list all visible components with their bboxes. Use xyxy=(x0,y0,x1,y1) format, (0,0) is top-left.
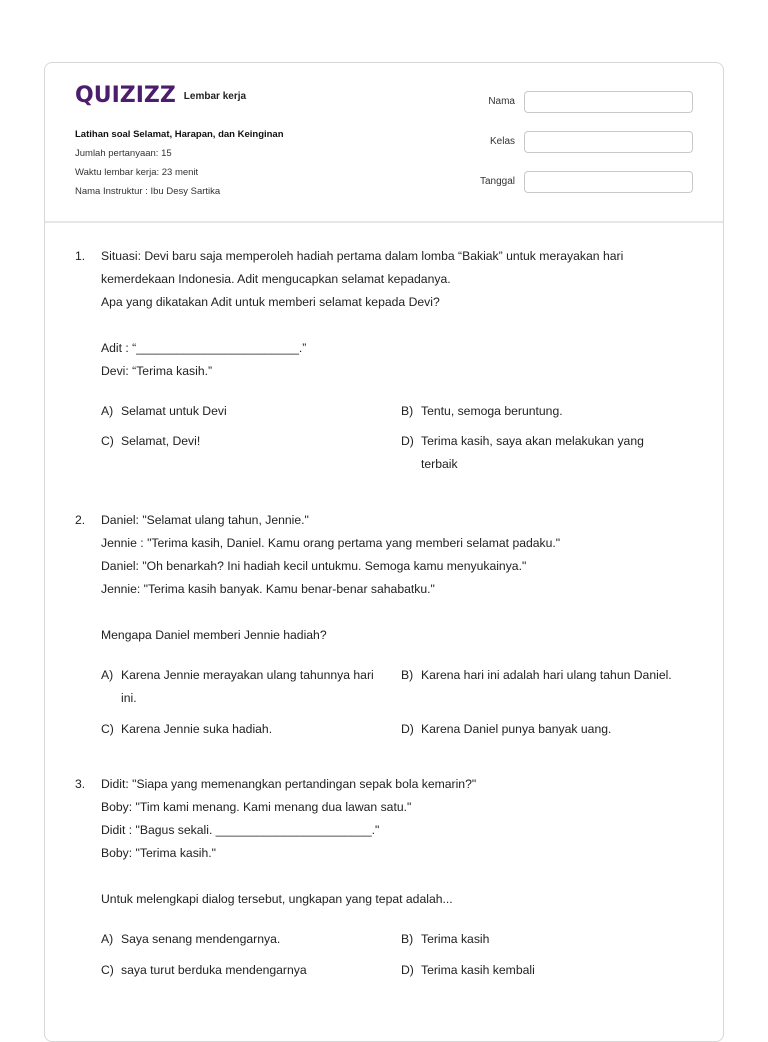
logo-subtitle: Lembar kerja xyxy=(183,91,247,102)
option-text: Selamat, Devi! xyxy=(121,434,201,448)
question-line: Jennie: "Terima kasih banyak. Kamu benar-benar sahabatku." xyxy=(101,582,435,596)
quizizz-logo xyxy=(75,83,246,108)
class-field[interactable] xyxy=(524,131,693,153)
option-letter: A) xyxy=(101,932,114,946)
option-text: saya turut berduka mendengarnya xyxy=(121,963,307,977)
question-line: Daniel: "Oh benarkah? Ini hadiah kecil untukmu. Semoga kamu menyukainya." xyxy=(101,559,527,573)
option-letter: A) xyxy=(101,404,114,418)
option-text: Terima kasih, saya akan melakukan yang terbaik xyxy=(421,434,644,471)
logo-wordmark: QUIZIZZ xyxy=(75,83,176,108)
option-text: Karena Jennie merayakan ulang tahunnya hari ini. xyxy=(121,668,374,705)
question-number: 3. xyxy=(75,777,86,791)
option-text: Terima kasih xyxy=(421,932,490,946)
option-letter: B) xyxy=(401,668,414,682)
question-number: 1. xyxy=(75,249,86,263)
option-text: Karena Jennie suka hadiah. xyxy=(121,722,273,736)
name-label: Nama xyxy=(488,96,515,107)
question-line: Apa yang dikatakan Adit untuk memberi selamat kepada Devi? xyxy=(101,295,440,309)
option-letter: B) xyxy=(401,932,414,946)
question-line: Didit : "Bagus sekali. _______________________." xyxy=(101,823,380,837)
option-letter: B) xyxy=(401,404,414,418)
option-text: Selamat untuk Devi xyxy=(121,404,227,418)
option-text: Tentu, semoga beruntung. xyxy=(421,404,563,418)
question-line: Boby: "Tim kami menang. Kami menang dua lawan satu." xyxy=(101,800,412,814)
date-label: Tanggal xyxy=(479,176,515,187)
worksheet xyxy=(44,62,724,1042)
question-1 xyxy=(75,245,695,475)
option-letter: D) xyxy=(401,963,414,977)
worksheet-time: Waktu lembar kerja: 23 menit xyxy=(75,167,199,178)
question-line: Jennie : "Terima kasih, Daniel. Kamu orang pertama yang memberi selamat padaku." xyxy=(101,536,561,550)
date-field[interactable] xyxy=(524,171,693,193)
instructor-name: Nama Instruktur : Ibu Desy Sartika xyxy=(75,186,221,197)
option-text: Terima kasih kembali xyxy=(421,963,535,977)
question-number: 2. xyxy=(75,513,86,527)
question-3 xyxy=(75,773,695,1013)
option-text: Saya senang mendengarnya. xyxy=(121,932,281,946)
option-letter: D) xyxy=(401,722,414,736)
worksheet-meta xyxy=(75,125,284,201)
option-letter: C) xyxy=(101,963,114,977)
worksheet-header xyxy=(45,63,723,223)
question-line: Untuk melengkapi dialog tersebut, ungkapan yang tepat adalah... xyxy=(101,892,453,906)
question-line: Adit : “________________________.” xyxy=(101,341,307,355)
question-text xyxy=(101,773,695,911)
question-line: kemerdekaan Indonesia. Adit mengucapkan selamat kepadanya. xyxy=(101,272,451,286)
question-line: Situasi: Devi baru saja memperoleh hadiah pertama dalam lomba “Bakiak” untuk merayakan hari xyxy=(101,249,624,263)
option-letter: C) xyxy=(101,722,114,736)
class-label: Kelas xyxy=(489,136,515,147)
question-line: Devi: “Terima kasih.” xyxy=(101,364,213,378)
question-line: Boby: "Terima kasih." xyxy=(101,846,216,860)
question-2 xyxy=(75,509,695,749)
question-line: Didit: "Siapa yang memenangkan pertandingan sepak bola kemarin?" xyxy=(101,777,477,791)
question-text xyxy=(101,245,695,383)
name-field[interactable] xyxy=(524,91,693,113)
question-line: Mengapa Daniel memberi Jennie hadiah? xyxy=(101,628,327,642)
question-count: Jumlah pertanyaan: 15 xyxy=(75,148,172,159)
question-line: Daniel: "Selamat ulang tahun, Jennie." xyxy=(101,513,309,527)
question-text xyxy=(101,509,695,647)
option-text: Karena Daniel punya banyak uang. xyxy=(421,722,612,736)
option-letter: C) xyxy=(101,434,114,448)
worksheet-title: Latihan soal Selamat, Harapan, dan Keinginan xyxy=(75,129,284,140)
option-letter: A) xyxy=(101,668,114,682)
option-text: Karena hari ini adalah hari ulang tahun Daniel. xyxy=(421,668,672,682)
option-letter: D) xyxy=(401,434,414,448)
